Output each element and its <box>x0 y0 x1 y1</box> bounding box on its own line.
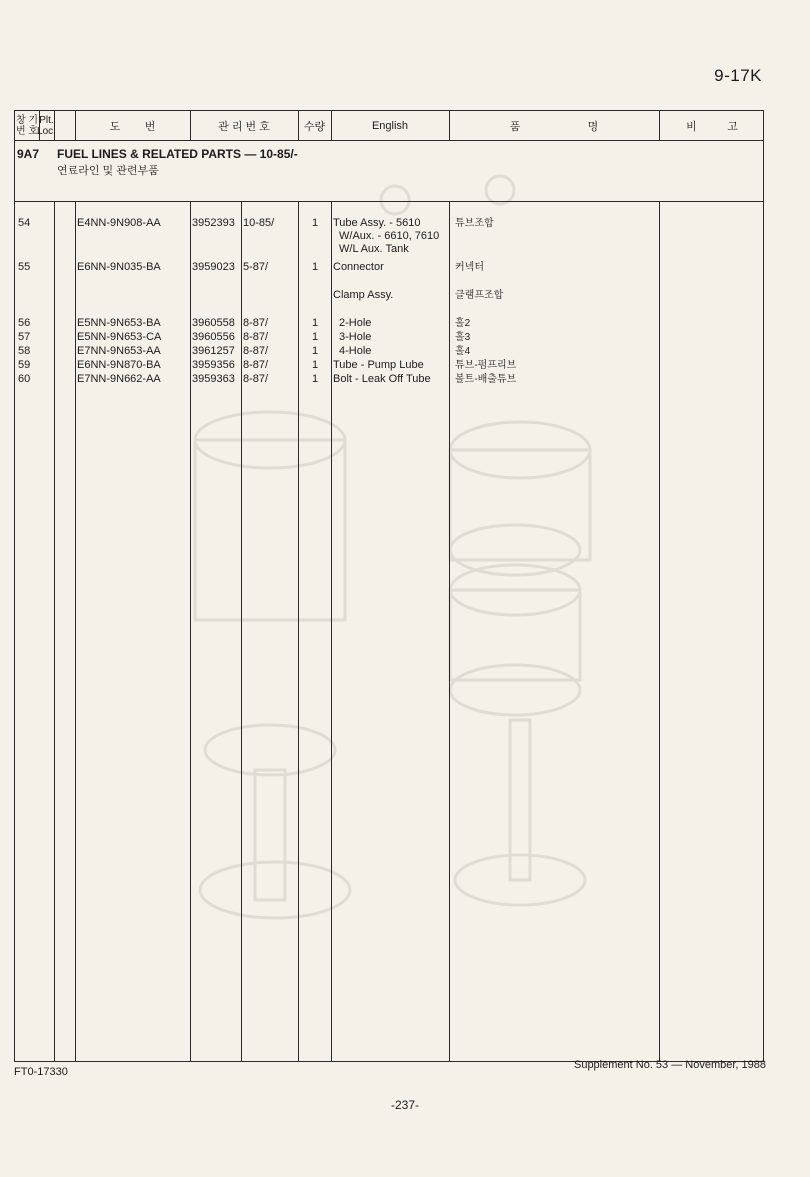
ref-number: 54 <box>18 217 31 229</box>
part-number: E4NN-9N908-AA <box>77 217 161 229</box>
quantity: 1 <box>312 359 319 371</box>
page-number: 9-17K <box>714 66 762 85</box>
quantity: 1 <box>312 317 319 329</box>
header-plt-loc <box>39 111 54 140</box>
korean-name: 볼트-배출튜브 <box>455 374 517 385</box>
korean-name: 튜브조합 <box>455 218 494 229</box>
ref-number: 59 <box>18 359 31 371</box>
management-number: 3960558 <box>192 317 235 329</box>
english-description: Clamp Assy. <box>333 289 394 301</box>
effective-date: 8-87/ <box>243 317 269 329</box>
header-plt-bottom: Loc. <box>37 125 56 137</box>
header-rule <box>15 140 763 141</box>
table-row <box>15 289 763 303</box>
table-row <box>15 345 763 359</box>
header-part-number: 도 번 <box>109 120 156 133</box>
korean-name: 홀3 <box>455 332 471 343</box>
header-remarks: 비 고 <box>686 120 738 133</box>
header-management-number: 관 리 번 호 <box>218 120 270 133</box>
ref-number: 57 <box>18 331 31 343</box>
korean-name: 커넥터 <box>455 262 484 273</box>
management-number: 3959023 <box>192 261 235 273</box>
quantity: 1 <box>312 331 319 343</box>
english-description: 3-Hole <box>339 331 372 343</box>
supplement-note: Supplement No. 53 — November, 1988 <box>573 1059 766 1071</box>
parts-table <box>14 110 764 1062</box>
table-row <box>15 373 763 387</box>
korean-name: 홀4 <box>455 346 471 357</box>
document-code: FT0-17330 <box>14 1066 68 1078</box>
part-number: E6NN-9N870-BA <box>77 359 161 371</box>
english-description: Tube - Pump Lube <box>333 359 424 371</box>
part-number: E7NN-9N662-AA <box>77 373 161 385</box>
management-number: 3959356 <box>192 359 235 371</box>
management-number: 3952393 <box>192 217 235 229</box>
header-quantity: 수량 <box>303 120 326 133</box>
effective-date: 8-87/ <box>243 359 269 371</box>
ref-number: 56 <box>18 317 31 329</box>
section-rule <box>15 201 763 202</box>
english-description: Bolt - Leak Off Tube <box>333 373 431 385</box>
header-korean-name: 품 명 <box>509 120 599 133</box>
quantity: 1 <box>312 217 319 229</box>
ref-number: 58 <box>18 345 31 357</box>
table-row <box>15 217 763 255</box>
header-english: English <box>371 119 409 132</box>
ref-number: 60 <box>18 373 31 385</box>
quantity: 1 <box>312 373 319 385</box>
page-footer-number: -237- <box>390 1098 419 1112</box>
header-ref-no <box>15 111 39 140</box>
management-number: 3960556 <box>192 331 235 343</box>
part-number: E5NN-9N653-BA <box>77 317 161 329</box>
section-subtitle: 연료라인 및 관련부품 <box>57 165 159 177</box>
effective-date: 5-87/ <box>243 261 269 273</box>
english-description: 4-Hole <box>339 345 372 357</box>
korean-name: 클램프조합 <box>455 290 504 301</box>
effective-date: 8-87/ <box>243 345 269 357</box>
header-ref-bottom: 번 호 <box>15 125 39 137</box>
table-row <box>15 261 763 275</box>
section-code: 9A7 <box>17 147 40 161</box>
part-number: E6NN-9N035-BA <box>77 261 161 273</box>
section-title: FUEL LINES & RELATED PARTS — 10-85/- <box>57 147 298 161</box>
part-number: E5NN-9N653-CA <box>77 331 162 343</box>
table-row <box>15 331 763 345</box>
header-plt-top: Plt. <box>39 114 54 126</box>
english-description: Connector <box>333 261 384 273</box>
english-description <box>333 217 439 256</box>
effective-date: 10-85/ <box>243 217 275 229</box>
english-line: W/L Aux. Tank <box>339 243 409 255</box>
management-number: 3959363 <box>192 373 235 385</box>
english-line: W/Aux. - 6610, 7610 <box>339 230 440 242</box>
table-row <box>15 359 763 373</box>
effective-date: 8-87/ <box>243 373 269 385</box>
management-number: 3961257 <box>192 345 235 357</box>
quantity: 1 <box>312 345 319 357</box>
ref-number: 55 <box>18 261 31 273</box>
effective-date: 8-87/ <box>243 331 269 343</box>
korean-name: 튜브-펌프리브 <box>455 360 517 371</box>
table-row <box>15 317 763 331</box>
part-number: E7NN-9N653-AA <box>77 345 161 357</box>
english-description: 2-Hole <box>339 317 372 329</box>
korean-name: 홀2 <box>455 318 471 329</box>
quantity: 1 <box>312 261 319 273</box>
english-line: Tube Assy. - 5610 <box>333 217 421 229</box>
header-ref-top: 창 기 <box>15 114 39 126</box>
